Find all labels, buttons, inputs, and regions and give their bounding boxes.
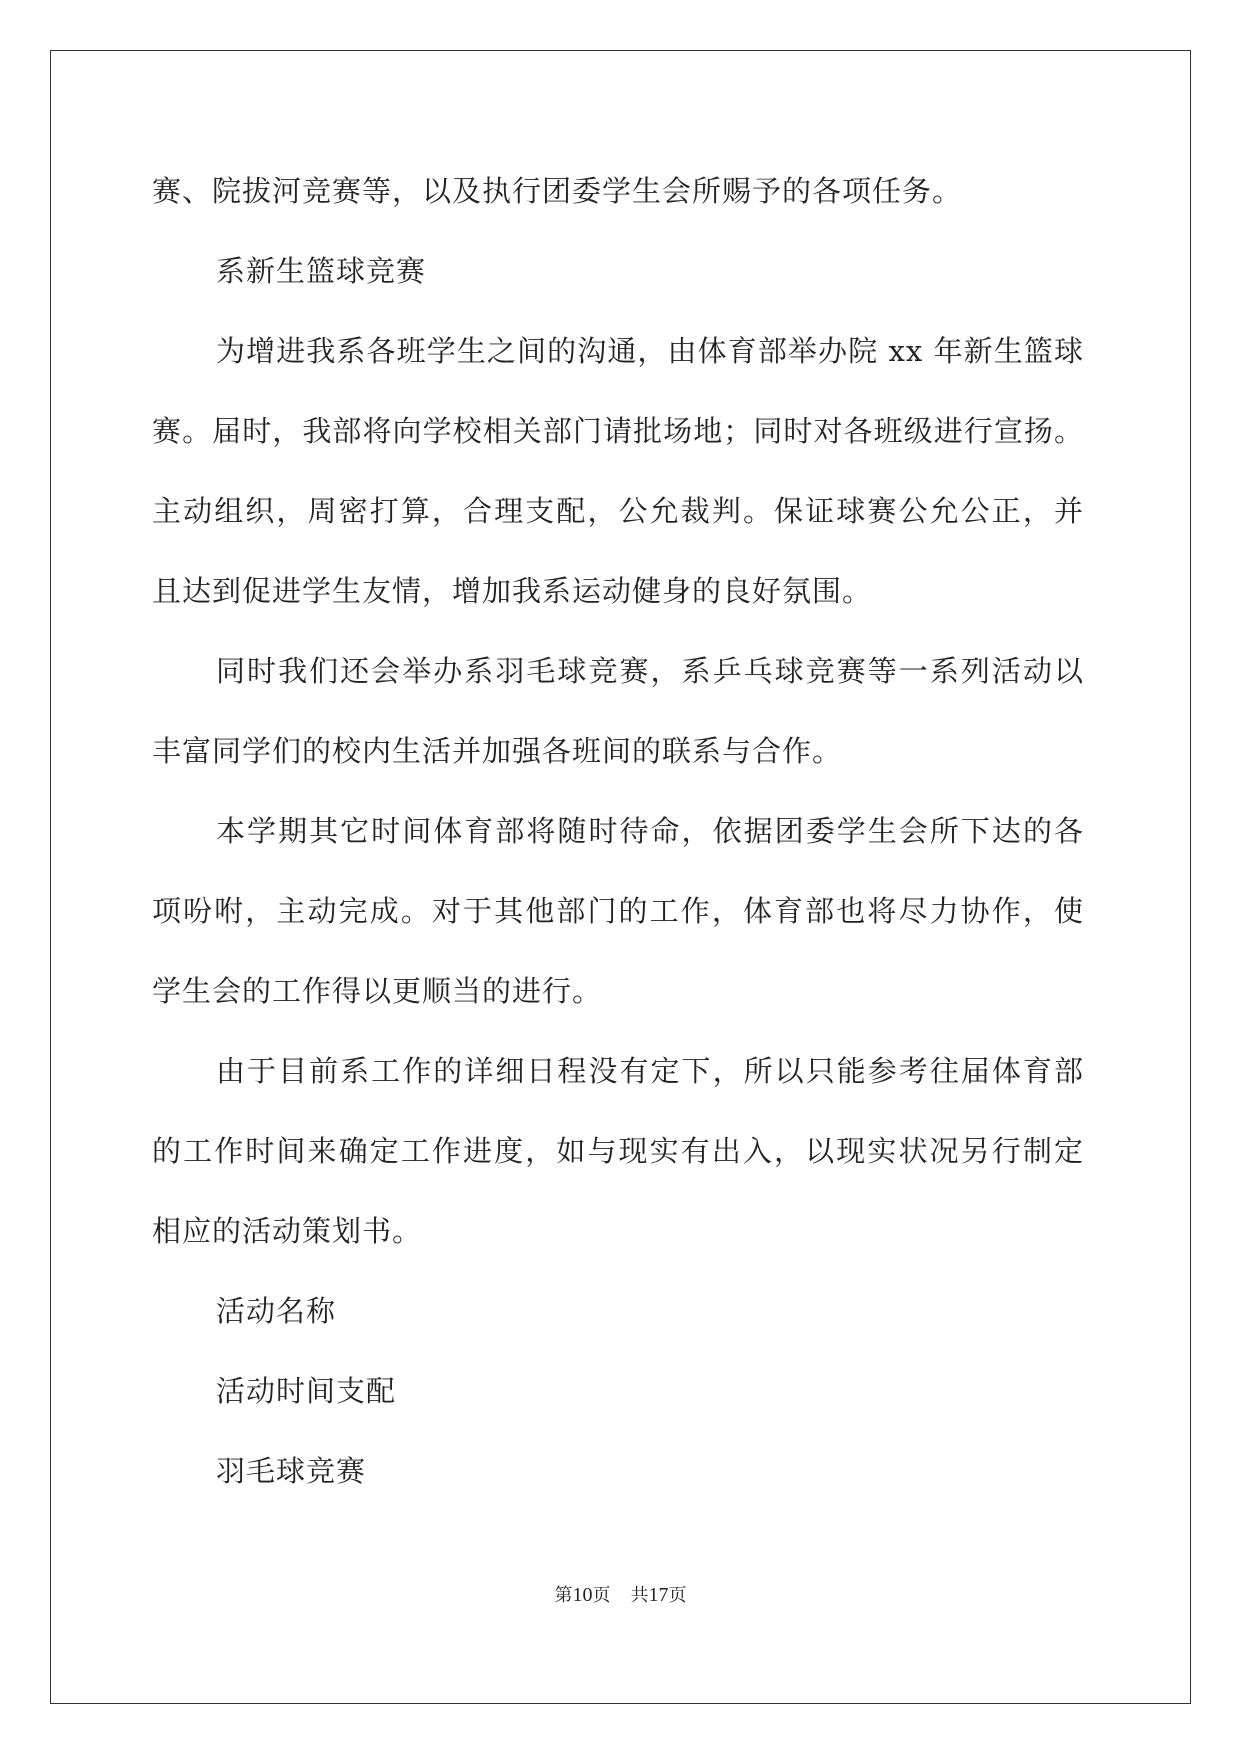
- body-line: 项吩咐，主动完成。对于其他部门的工作，体育部也将尽力协作，使: [152, 894, 1084, 928]
- body-line: 由于目前系工作的详细日程没有定下，所以只能参考往届体育部: [216, 1054, 1084, 1088]
- list-item-activity-name: 活动名称: [216, 1294, 337, 1328]
- body-line: 的工作时间来确定工作进度，如与现实有出入，以现实状况另行制定: [152, 1134, 1084, 1168]
- page-total: 共17页: [630, 1584, 687, 1606]
- page-number: 第10页: [554, 1584, 611, 1606]
- body-line: 为增进我系各班学生之间的沟通，由体育部举办院 xx 年新生篮球: [216, 334, 1084, 368]
- list-item-badminton: 羽毛球竞赛: [216, 1454, 367, 1488]
- section-heading-freshman-basketball: 系新生篮球竞赛: [216, 254, 427, 288]
- page-footer: [0, 1583, 1241, 1608]
- body-line: 且达到促进学生友情，增加我系运动健身的良好氛围。: [152, 574, 873, 608]
- body-line: 学生会的工作得以更顺当的进行。: [152, 974, 603, 1008]
- body-line: 赛。届时，我部将向学校相关部门请批场地；同时对各班级进行宣扬。: [152, 414, 1084, 448]
- body-line: 丰富同学们的校内生活并加强各班间的联系与合作。: [152, 734, 843, 768]
- list-item-activity-schedule: 活动时间支配: [216, 1374, 397, 1408]
- body-line: 本学期其它时间体育部将随时待命，依据团委学生会所下达的各: [216, 814, 1084, 848]
- body-line: 同时我们还会举办系羽毛球竞赛，系乒乓球竞赛等一系列活动以: [216, 654, 1084, 688]
- body-line: 赛、院拔河竞赛等，以及执行团委学生会所赐予的各项任务。: [152, 174, 963, 208]
- body-line: 相应的活动策划书。: [152, 1214, 423, 1248]
- body-line: 主动组织，周密打算，合理支配，公允裁判。保证球赛公允公正，并: [152, 494, 1084, 528]
